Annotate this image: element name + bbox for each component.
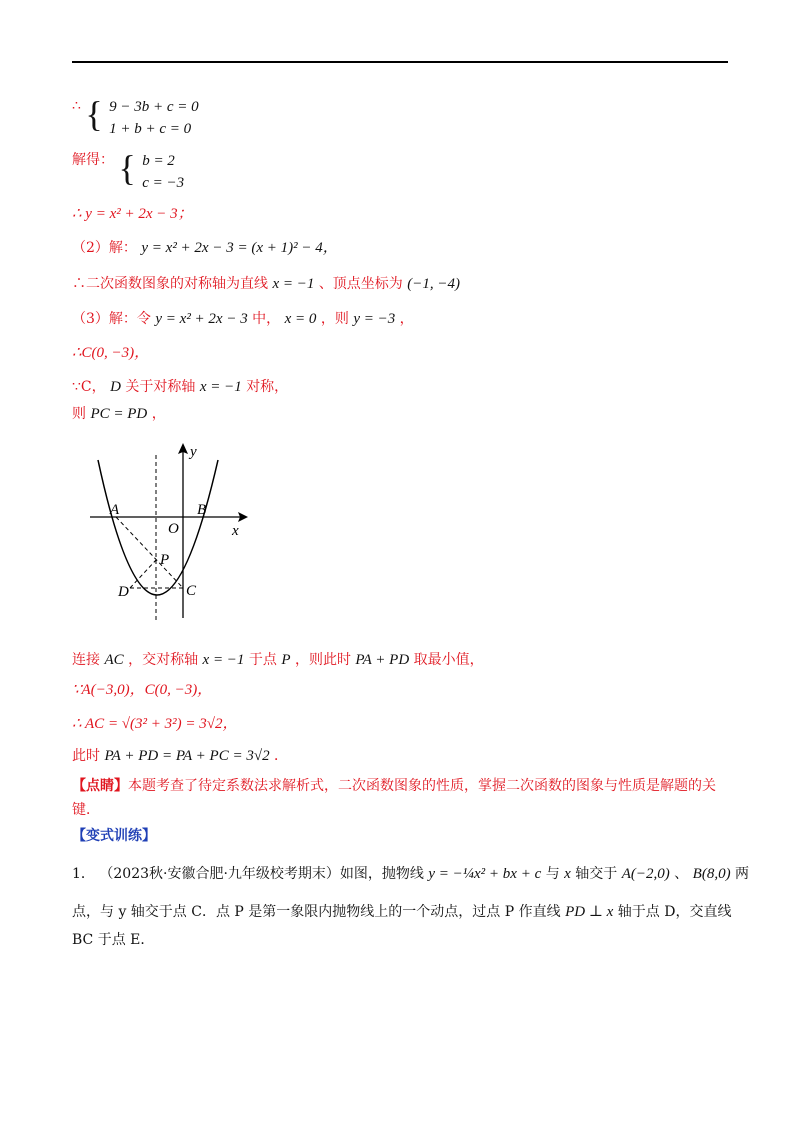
function-result: ∴ y = x² + 2x − 3； [72, 206, 193, 222]
label-a: A [110, 502, 120, 518]
comment-line-2: 键． [72, 802, 100, 818]
points-ac-line: ∵A(−3,0)，C(0, −3)， [72, 682, 213, 698]
question-1-line-2: 点，与 y 轴交于点 C．点 P 是第一象限内抛物线上的一个动点，过点 P 作直线 PD ⊥ x 轴于点 D，交直线 [72, 904, 732, 920]
label-y: y [190, 444, 197, 460]
label-x: x [232, 523, 239, 539]
axis-vertex-line: ∴二次函数图象的对称轴为直线 x = −1 、顶点坐标为 (−1, −4) [72, 276, 460, 292]
symmetry-line: ∵C， D 关于对称轴 x = −1 对称， [72, 379, 289, 395]
solve-label: 解得： [72, 152, 114, 168]
point-c-line: ∴C(0, −3)， [72, 345, 150, 361]
equation-1: 9 − 3b + c = 0 [109, 99, 199, 115]
comment-line: 【点睛】本题考查了待定系数法求解析式，二次函数图象的性质，掌握二次函数的图象与性质是解题的关 [72, 778, 716, 794]
question-1-line-3: BC 于点 E． [72, 932, 155, 948]
label-c: C [186, 583, 197, 599]
part2-line: （2）解： y = x² + 2x − 3 = (x + 1)² − 4， [72, 240, 338, 256]
pc-pd-line: 则 PC = PD ， [72, 406, 166, 422]
system-equations-1: ∴ { 9 − 3b + c = 0 1 + b + c = 0 [72, 96, 199, 140]
solution-b: b = 2 [142, 153, 175, 169]
solution-system: 解得： { b = 2 c = −3 [72, 150, 184, 194]
question-1-line-1: 1． （2023秋·安徽合肥·九年级校考期末）如图，抛物线 y = −¼x² + bx + c 与 x 轴交于 A(−2,0) 、 B(8,0) 两 [72, 866, 750, 882]
variant-title: 【变式训练】 [72, 828, 156, 844]
label-p: P [160, 552, 170, 568]
ac-length-line: ∴ AC = √(3² + 3²) = 3√2， [72, 716, 238, 732]
equation-2: 1 + b + c = 0 [109, 121, 192, 137]
label-b: B [197, 502, 207, 518]
label-d: D [118, 584, 129, 600]
min-value-line: 此时 PA + PD = PA + PC = 3√2 ． [72, 748, 289, 764]
parabola-curve [98, 460, 218, 595]
label-o: O [168, 521, 179, 537]
connect-ac-line: 连接 AC ，交对称轴 x = −1 于点 P ，则此时 PA + PD 取最小值， [72, 652, 484, 668]
solution-c: c = −3 [142, 175, 185, 191]
part3-line: （3）解：令 y = x² + 2x − 3 中， x = 0 ，则 y = −3 ， [72, 311, 414, 327]
therefore-symbol: ∴ [72, 98, 81, 114]
parabola-figure [80, 440, 260, 625]
header-rule [72, 61, 728, 63]
